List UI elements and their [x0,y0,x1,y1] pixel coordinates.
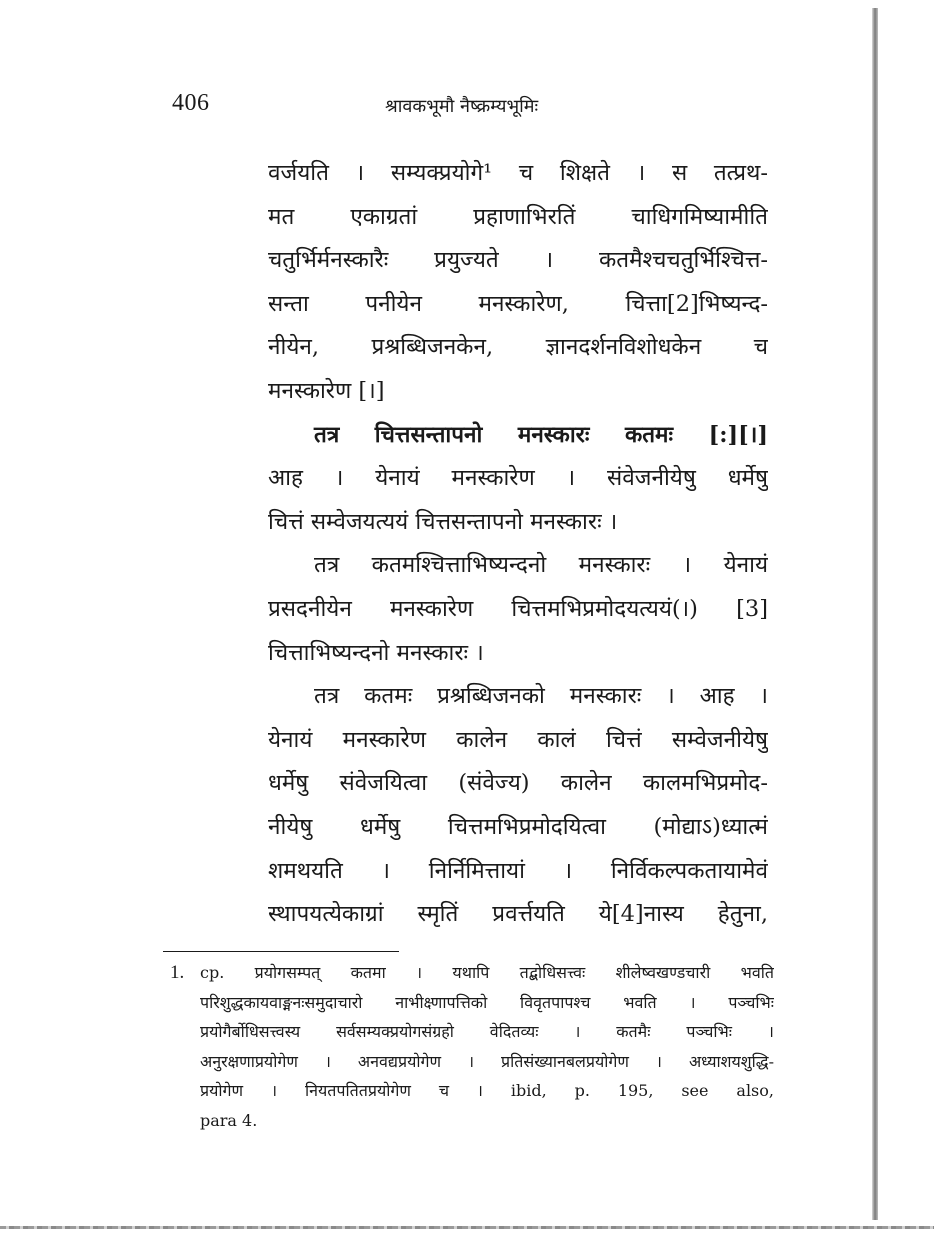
footnote-line: प्रयोगैर्बोधिसत्त्वस्य सर्वसम्यक्प्रयोगसंग्रहो वेदितव्यः । कतमैः पञ्चभिः । [200,1022,774,1041]
footnote-divider [163,951,399,952]
body-line: मनस्कारेण [।] [268,377,385,404]
footnote-number: 1. [170,962,185,983]
body-line: सन्ता पनीयेन मनस्कारेण, चित्ता[2]भिष्यन्द- [268,290,768,317]
footnote-line: para 4. [200,1110,258,1130]
body-line: प्रसदनीयेन मनस्कारेण चित्तमभिप्रमोदयत्ययं(।) [3] [268,595,768,622]
running-head: श्रावकभूमौ नैष्क्रम्यभूमिः [385,96,539,117]
page-number: 406 [172,90,210,116]
body-line: नीयेन, प्रश्रब्धिजनकेन, ज्ञानदर्शनविशोधकेन च [268,334,768,361]
section-heading: तत्र चित्तसन्तापनो मनस्कारः कतमः [:][।] [314,421,768,448]
body-line: चित्ताभिष्यन्दनो मनस्कारः । [268,639,484,666]
section-heading: तत्र कतमश्चित्ताभिष्यन्दनो मनस्कारः । येनायं [314,552,768,579]
body-line: चतुर्भिर्मनस्कारैः प्रयुज्यते । कतमैश्चचतुर्भिश्चित्त- [268,247,768,274]
scan-edge-right [872,8,878,1220]
footnote-text: cp. प्रयोगसम्पत् कतमा । यथापि तद्बोधिसत्त्वः शीलेष्वखण्डचारी भवति [200,963,774,982]
scan-edge-bottom [0,1226,934,1229]
body-line: चित्तं सम्वेजयत्ययं चित्तसन्तापनो मनस्कारः । [268,508,618,535]
body-line: शमथयति । निर्निमित्तायां । निर्विकल्पकतायामेवं [268,857,768,884]
footnote [170,958,774,1135]
body-text [268,152,768,937]
body-line: वर्जयति । सम्यक्प्रयोगे¹ च शिक्षते । स तत्प्रथ- [268,160,768,186]
footnote-line: परिशुद्धकायवाङ्मनःसमुदाचारो नाभीक्ष्णापत्तिको विवृतपापश्च भवति । पञ्चभिः [200,992,774,1012]
body-line: मत एकाग्रतां प्रहाणाभिरतिं चाधिगमिष्यामीति [268,203,768,230]
footnote-line [170,958,774,988]
body-line: धर्मेषु संवेजयित्वा (संवेज्य) कालेन कालमभिप्रमोद- [268,770,768,797]
body-line: येनायं मनस्कारेण कालेन कालं चित्तं सम्वेजनीयेषु [268,726,768,753]
body-line: आह । येनायं मनस्कारेण । संवेजनीयेषु धर्मेषु [268,465,768,492]
footnote-line: प्रयोगेण । नियतपतितप्रयोगेण च । ibid, p. 195, see also, [200,1081,774,1100]
body-line: नीयेषु धर्मेषु चित्तमभिप्रमोदयित्वा (मोद्याऽ)ध्यात्मं [268,813,768,840]
body-line: स्थापयत्येकाग्रां स्मृतिं प्रवर्त्तयति ये[4]नास्य हेतुना, [268,901,768,928]
footnote-line: अनुरक्षणाप्रयोगेण । अनवद्यप्रयोगेण । प्रतिसंख्यानबलप्रयोगेण । अध्याशयशुद्धि- [200,1051,774,1071]
section-heading: तत्र कतमः प्रश्रब्धिजनको मनस्कारः । आह । [314,683,768,710]
